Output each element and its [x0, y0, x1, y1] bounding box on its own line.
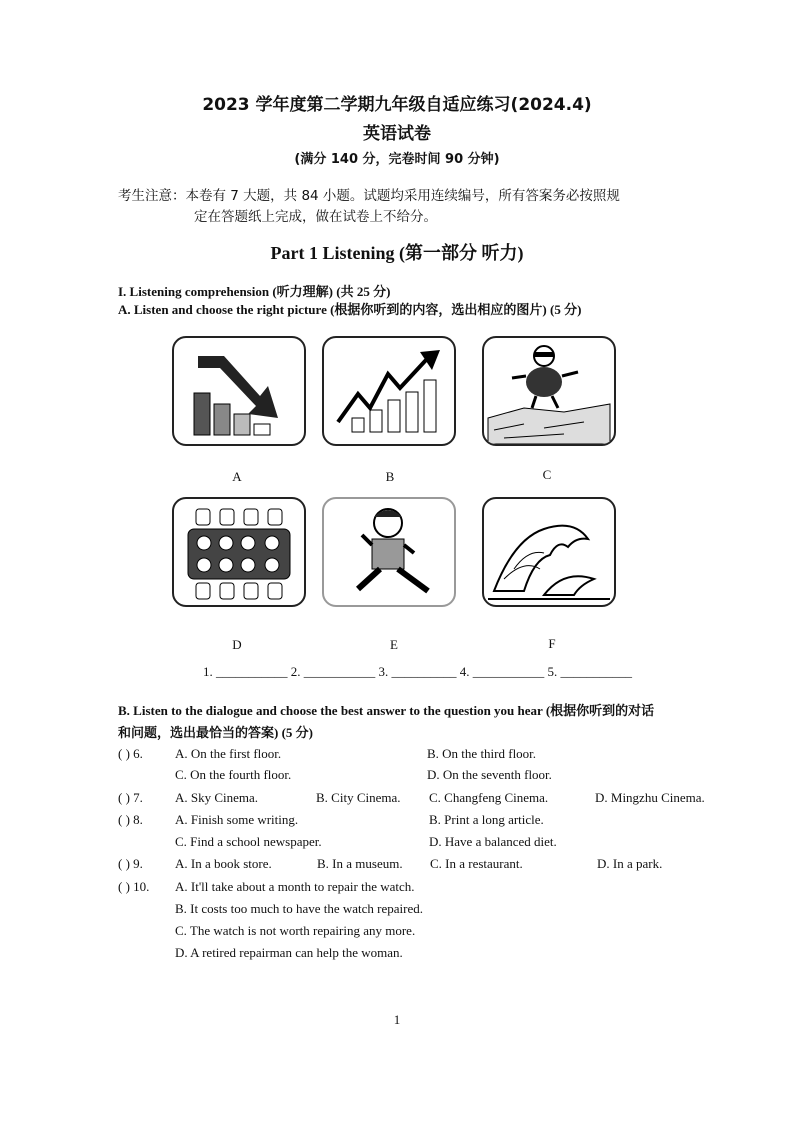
question-8-option-b: B. Print a long article.: [429, 812, 544, 827]
question-8-number: ( ) 8.: [118, 812, 143, 827]
question-9-option-c: C. In a restaurant.: [430, 856, 523, 871]
picture-a: [172, 336, 306, 446]
notice-line-1: 考生注意：本卷有 7 大题，共 84 小题。试题均采用连续编号，所有答案务必按照规: [118, 188, 620, 204]
question-6-option-c: C. On the fourth floor.: [175, 767, 292, 782]
picture-e: [322, 497, 456, 607]
dining-table-icon: [174, 499, 304, 605]
answer-blanks: 1. ___________ 2. ___________ 3. __________ 4. ___________ 5. ___________: [203, 664, 632, 679]
question-9-option-d: D. In a park.: [597, 856, 663, 871]
question-7-option-a: A. Sky Cinema.: [175, 790, 259, 805]
question-6-option-d: D. On the seventh floor.: [427, 767, 552, 782]
question-9-option-a: A. In a book store.: [175, 856, 272, 871]
exam-subtitle: 英语试卷: [363, 124, 431, 144]
question-9-number: ( ) 9.: [118, 856, 143, 871]
picture-e-label: E: [390, 637, 398, 652]
question-7-option-c: C. Changfeng Cinema.: [429, 790, 549, 805]
page-number: 1: [393, 1012, 401, 1027]
skater-on-ice-icon: [484, 338, 614, 444]
section-a-label: A. Listen and choose the right picture (根据你听到的内容，选出相应的图片) (5 分): [118, 302, 582, 317]
question-7-option-b: B. City Cinema.: [316, 790, 401, 805]
question-6-option-b: B. On the third floor.: [427, 746, 537, 761]
increasing-bar-chart-icon: [324, 338, 454, 444]
question-6-option-a: A. On the first floor.: [175, 746, 282, 761]
picture-f: [482, 497, 616, 607]
notice: [118, 186, 718, 228]
question-6-number: ( ) 6.: [118, 746, 143, 761]
question-10-option-b: B. It costs too much to have the watch repaired.: [175, 901, 424, 916]
section-b-label-line-1: B. Listen to the dialogue and choose the best answer to the question you hear (根据你听到的对话: [118, 703, 655, 718]
picture-c: [482, 336, 616, 446]
question-8-option-a: A. Finish some writing.: [175, 812, 299, 827]
question-8-option-d: D. Have a balanced diet.: [429, 834, 557, 849]
waves-icon: [484, 499, 614, 605]
picture-c-label: C: [542, 467, 552, 482]
question-8-option-c: C. Find a school newspaper.: [175, 834, 322, 849]
exam-info: (满分 140 分，完卷时间 90 分钟): [294, 152, 500, 167]
section-b-label-line-2: 和问题，选出最恰当的答案) (5 分): [118, 725, 313, 740]
question-9-option-b: B. In a museum.: [317, 856, 403, 871]
question-10-option-c: C. The watch is not worth repairing any more.: [175, 923, 416, 938]
question-10-option-a: A. It'll take about a month to repair the watch.: [175, 879, 415, 894]
notice-line-2: 定在答题纸上完成，做在试卷上不给分。: [194, 209, 437, 225]
exam-title: 2023 学年度第二学期九年级自适应练习(2024.4): [202, 95, 592, 115]
picture-d: [172, 497, 306, 607]
picture-a-label: A: [232, 469, 242, 484]
picture-b-label: B: [385, 469, 395, 484]
praying-boy-icon: [324, 499, 454, 605]
section-1-label: I. Listening comprehension (听力理解) (共 25 分): [118, 284, 391, 299]
picture-b: [322, 336, 456, 446]
question-10-number: ( ) 10.: [118, 879, 150, 894]
question-10-option-d: D. A retired repairman can help the woman.: [175, 945, 403, 960]
decreasing-bar-chart-icon: [174, 338, 304, 444]
question-7-number: ( ) 7.: [118, 790, 143, 805]
question-7-option-d: D. Mingzhu Cinema.: [595, 790, 705, 805]
picture-f-label: F: [548, 636, 556, 651]
picture-d-label: D: [232, 637, 242, 652]
part-title: Part 1 Listening (第一部分 听力): [270, 243, 524, 263]
